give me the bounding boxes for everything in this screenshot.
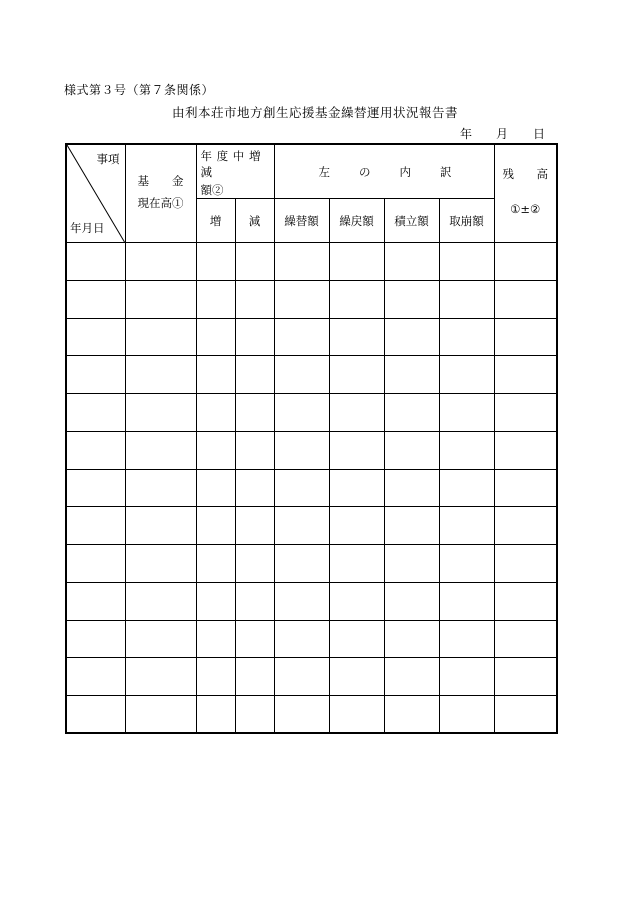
table-cell[interactable] [235, 280, 274, 318]
table-cell[interactable] [439, 469, 494, 507]
date-day: 日 [533, 127, 546, 141]
header-decrease: 減 [235, 199, 274, 243]
header-change [196, 144, 274, 199]
table-cell[interactable] [196, 507, 235, 545]
table-cell[interactable] [439, 394, 494, 432]
table-cell[interactable] [494, 582, 557, 620]
table-cell[interactable] [494, 431, 557, 469]
table-cell[interactable] [384, 280, 439, 318]
table-cell[interactable] [329, 620, 384, 658]
table-row [66, 696, 557, 734]
header-fund-char1: 基 [137, 173, 149, 188]
table-cell[interactable] [384, 696, 439, 734]
table-cell[interactable] [235, 582, 274, 620]
table-cell[interactable] [196, 280, 235, 318]
table-cell[interactable] [196, 545, 235, 583]
date-year: 年 [460, 127, 473, 141]
table-cell[interactable] [66, 545, 125, 583]
table-cell[interactable] [235, 356, 274, 394]
header-fund [125, 144, 196, 243]
table-cell[interactable] [329, 394, 384, 432]
table-cell[interactable] [125, 356, 196, 394]
table-cell[interactable] [196, 243, 235, 281]
date-month: 月 [496, 127, 509, 141]
table-cell[interactable] [439, 658, 494, 696]
header-col-transfer: 繰替額 [274, 199, 329, 243]
table-cell[interactable] [125, 469, 196, 507]
table-cell[interactable] [235, 394, 274, 432]
header-breakdown-char: の [359, 164, 371, 179]
table-cell[interactable] [494, 280, 557, 318]
table-cell[interactable] [384, 243, 439, 281]
table-cell[interactable] [66, 696, 125, 734]
table-cell[interactable] [235, 658, 274, 696]
table-cell[interactable] [196, 696, 235, 734]
table-cell[interactable] [125, 507, 196, 545]
table-cell[interactable] [329, 431, 384, 469]
table-cell[interactable] [329, 356, 384, 394]
table-cell[interactable] [274, 507, 329, 545]
table-cell[interactable] [125, 431, 196, 469]
table-cell[interactable] [66, 431, 125, 469]
table-cell[interactable] [384, 507, 439, 545]
table-cell[interactable] [235, 243, 274, 281]
table-cell[interactable] [196, 356, 235, 394]
table-cell[interactable] [329, 243, 384, 281]
table-cell[interactable] [439, 243, 494, 281]
table-cell[interactable] [274, 394, 329, 432]
table-row [66, 431, 557, 469]
table-cell[interactable] [66, 318, 125, 356]
table-cell[interactable] [494, 469, 557, 507]
table-cell[interactable] [196, 394, 235, 432]
table-cell[interactable] [274, 469, 329, 507]
table-cell[interactable] [384, 582, 439, 620]
header-balance-char1: 残 [502, 166, 514, 181]
table-row [66, 507, 557, 545]
table-cell[interactable] [66, 620, 125, 658]
table-cell[interactable] [66, 280, 125, 318]
table-cell[interactable] [384, 545, 439, 583]
table-cell[interactable] [439, 507, 494, 545]
table-cell[interactable] [384, 394, 439, 432]
table-cell[interactable] [384, 318, 439, 356]
table-cell[interactable] [125, 280, 196, 318]
table-cell[interactable] [329, 545, 384, 583]
table-cell[interactable] [196, 469, 235, 507]
table-cell[interactable] [384, 658, 439, 696]
table-cell[interactable] [494, 356, 557, 394]
table-cell[interactable] [196, 620, 235, 658]
header-col-return: 繰戻額 [329, 199, 384, 243]
table-row [66, 280, 557, 318]
table-cell[interactable] [125, 658, 196, 696]
table-row [66, 658, 557, 696]
table-cell[interactable] [235, 469, 274, 507]
table-cell[interactable] [439, 318, 494, 356]
table-cell[interactable] [274, 582, 329, 620]
table-cell[interactable] [274, 431, 329, 469]
table-cell[interactable] [125, 696, 196, 734]
table-cell[interactable] [196, 318, 235, 356]
table-cell[interactable] [274, 696, 329, 734]
table-cell[interactable] [125, 620, 196, 658]
table-cell[interactable] [329, 507, 384, 545]
header-col-withdraw: 取崩額 [439, 199, 494, 243]
diagonal-header-cell [66, 144, 125, 243]
table-cell[interactable] [66, 243, 125, 281]
table-cell[interactable] [329, 280, 384, 318]
table-cell[interactable] [439, 620, 494, 658]
table-cell[interactable] [274, 620, 329, 658]
table-cell[interactable] [125, 243, 196, 281]
page-title: 由利本荘市地方創生応援基金繰替運用状況報告書 [171, 105, 458, 120]
table-cell[interactable] [384, 431, 439, 469]
table-cell[interactable] [274, 545, 329, 583]
header-date: 年月日 [70, 221, 105, 235]
table-cell[interactable] [196, 658, 235, 696]
table-cell[interactable] [439, 280, 494, 318]
table-cell[interactable] [494, 545, 557, 583]
table-cell[interactable] [274, 356, 329, 394]
table-cell[interactable] [274, 658, 329, 696]
table-cell[interactable] [235, 431, 274, 469]
table-cell[interactable] [439, 545, 494, 583]
table-cell[interactable] [66, 394, 125, 432]
table-row [66, 394, 557, 432]
table-row [66, 356, 557, 394]
table-cell[interactable] [494, 318, 557, 356]
table-cell[interactable] [235, 318, 274, 356]
table-row [66, 243, 557, 281]
table-cell[interactable] [329, 658, 384, 696]
table-cell[interactable] [329, 469, 384, 507]
table-cell[interactable] [274, 280, 329, 318]
table-cell[interactable] [66, 658, 125, 696]
table-cell[interactable] [494, 394, 557, 432]
header-breakdown-char: 左 [318, 164, 330, 179]
header-increase: 増 [196, 199, 235, 243]
table-cell[interactable] [235, 507, 274, 545]
header-breakdown-char: 訳 [440, 164, 452, 179]
table-cell[interactable] [494, 620, 557, 658]
table-cell[interactable] [329, 582, 384, 620]
table-cell[interactable] [125, 318, 196, 356]
table-cell[interactable] [235, 696, 274, 734]
header-col-deposit: 積立額 [384, 199, 439, 243]
table-cell[interactable] [66, 469, 125, 507]
header-item: 事項 [96, 152, 120, 166]
table-cell[interactable] [494, 658, 557, 696]
table-cell[interactable] [439, 582, 494, 620]
header-fund-current: 現在高① [137, 195, 184, 210]
table-cell[interactable] [494, 243, 557, 281]
table-cell[interactable] [494, 696, 557, 734]
table-cell[interactable] [125, 394, 196, 432]
report-table [65, 143, 558, 734]
table-cell[interactable] [125, 545, 196, 583]
table-row [66, 545, 557, 583]
header-breakdown-char: 内 [399, 164, 411, 179]
header-change-line1: 年 度 中 増 減 [200, 149, 261, 179]
table-row [66, 582, 557, 620]
table-cell[interactable] [274, 243, 329, 281]
table-cell[interactable] [384, 356, 439, 394]
table-cell[interactable] [235, 620, 274, 658]
table-row [66, 620, 557, 658]
table-cell[interactable] [196, 582, 235, 620]
header-change-line2: 額② [200, 183, 224, 197]
form-number: 様式第３号（第７条関係） [64, 83, 215, 97]
table-row [66, 469, 557, 507]
header-breakdown [274, 144, 494, 199]
header-balance [494, 144, 557, 243]
header-balance-char2: 高 [536, 166, 548, 181]
table-cell[interactable] [439, 696, 494, 734]
table-cell[interactable] [439, 431, 494, 469]
table-cell[interactable] [235, 545, 274, 583]
table-cell[interactable] [274, 318, 329, 356]
table-cell[interactable] [66, 582, 125, 620]
table-cell[interactable] [384, 469, 439, 507]
table-cell[interactable] [384, 620, 439, 658]
table-cell[interactable] [66, 507, 125, 545]
table-cell[interactable] [494, 507, 557, 545]
table-cell[interactable] [329, 696, 384, 734]
table-cell[interactable] [66, 356, 125, 394]
table-cell[interactable] [439, 356, 494, 394]
table-cell[interactable] [329, 318, 384, 356]
table-row [66, 318, 557, 356]
header-fund-char2: 金 [172, 173, 184, 188]
header-balance-formula: ①±② [510, 201, 541, 216]
table-cell[interactable] [196, 431, 235, 469]
table-cell[interactable] [125, 582, 196, 620]
